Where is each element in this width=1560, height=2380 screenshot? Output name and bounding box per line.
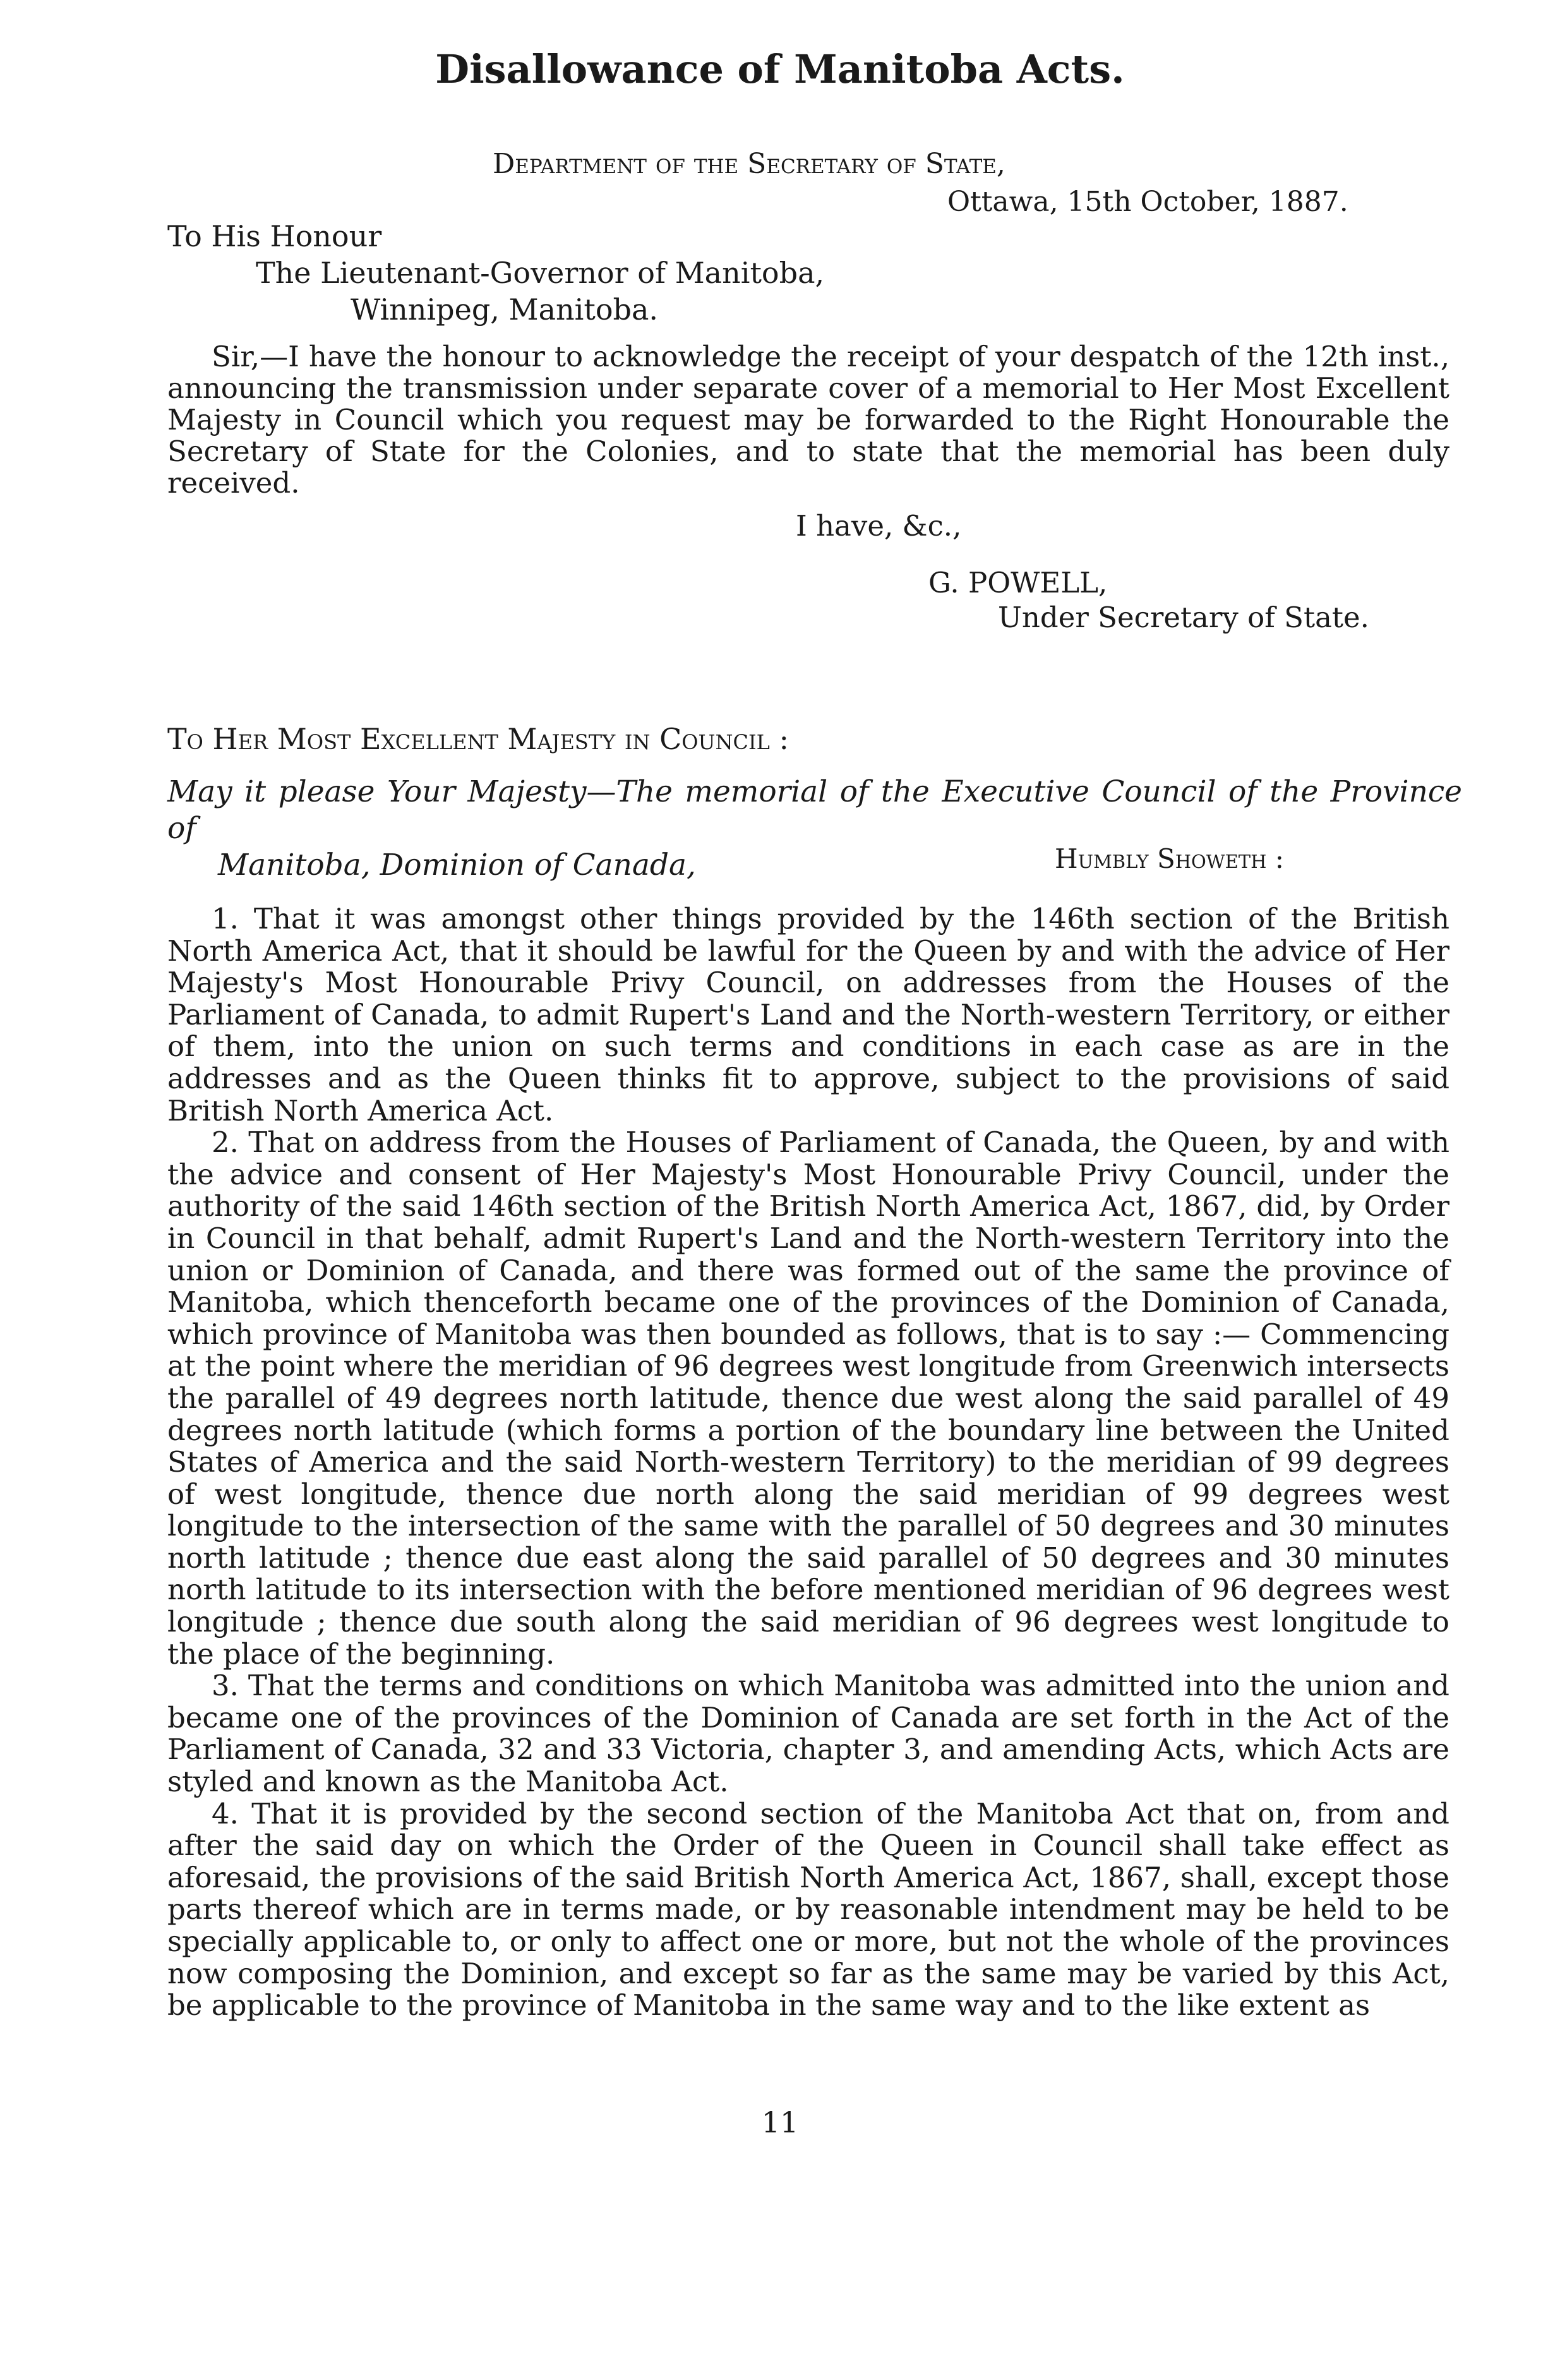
addressee-line-1: To His Honour (167, 219, 382, 253)
memorial-body (167, 903, 1449, 2022)
signature-name: G. POWELL, (928, 566, 1108, 599)
memorial-heading: To Her Most Excellent Majesty in Council : (167, 722, 789, 756)
addressee-line-2: The Lieutenant-Governor of Manitoba, (256, 256, 825, 290)
letter-body: Sir,—I have the honour to acknowledge the receipt of your despatch of the 12th inst., announcing the transmission under separate cover of a memorial to Her Most Excellent Majesty in Council which you request may be forwarded to the Right Honourable the Secretary of State for the Colonies, and to state that the memorial has been duly received. (167, 340, 1449, 500)
addressee-line-3: Winnipeg, Manitoba. (351, 292, 659, 327)
letter-place-date: Ottawa, 15th October, 1887. (947, 186, 1348, 218)
paragraph-2: 2. That on address from the Houses of Parliament of Canada, the Queen, by and with the advice and consent of Her Majesty's Most Honourable Privy Council, under the authority of the said 146th section of the British North America Act, 1867, did, by Order in Council in that behalf, admit Rupert's Land and the North-western Territory into the union or Dominion of Canada, and there was formed out of the same the province of Manitoba, which thenceforth became one of the provinces of the Dominion of Canada, which province of Manitoba was then bounded as follows, that is to say :— Commencing at the point where the meridian of 96 degrees west longitude from Greenwich intersects the parallel of 49 degrees north latitude, thence due west along the said parallel of 49 degrees north latitude (which forms a portion of the boundary line between the United States of America and the said North-western Territory) to the meridian of 99 degrees of west longitude, thence due north along the said meridian of 99 degrees west longitude to the intersection of the same with the parallel of 50 degrees and 30 minutes north latitude ; thence due east along the said parallel of 50 degrees and 30 minutes north latitude to its intersection with the before mentioned meridian of 96 degrees west longitude ; thence due south along the said meridian of 96 degrees west longitude to the place of the beginning. (167, 1126, 1449, 1671)
memorial-intro-line-2: Manitoba, Dominion of Canada, (218, 848, 696, 882)
document-title: Disallowance of Manitoba Acts. (435, 46, 1125, 92)
letter-department: Department of the Secretary of State, (493, 148, 1005, 180)
paragraph-4: 4. That it is provided by the second section of the Manitoba Act that on, from and after the said day on which the Order of the Queen in Council shall take effect as aforesaid, the provisions of the said British North America Act, 1867, shall, except those parts thereof which are in terms made, or by reasonable intendment may be held to be specially applicable to, or only to affect one or more, but not the whole of the provinces now composing the Dominion, and except so far as the same may be varied by this Act, be applicable to the province of Manitoba in the same way and to the like extent as (167, 1796, 1449, 2022)
signature-title: Under Secretary of State. (998, 601, 1369, 634)
letter-closing: I have, &c., (796, 509, 962, 543)
page-number: 11 (761, 2105, 799, 2139)
paragraph-1: 1. That it was amongst other things provided by the 146th section of the British North America Act, that it should be lawful for the Queen by and with the advice of Her Majesty's Most Honourable Privy Council, on addresses from the Houses of the Parliament of Canada, to admit Rupert's Land and the North-western Territory, or either of them, into the union on such terms and conditions in each case as are in the addresses and as the Queen thinks fit to approve, subject to the provisions of said British North America Act. (167, 902, 1449, 1127)
paragraph-3: 3. That the terms and conditions on which Manitoba was admitted into the union and became one of the provinces of the Dominion of Canada are set forth in the Act of the Parliament of Canada, 32 and 33 Victoria, chapter 3, and amending Acts, which Acts are styled and known as the Manitoba Act. (167, 1669, 1449, 1799)
humbly-showeth: Humbly Showeth : (1055, 843, 1284, 874)
memorial-intro-line-1: May it please Your Majesty—The memorial of the Executive Council of the Province of (167, 774, 1462, 846)
addressee-block (167, 218, 824, 328)
